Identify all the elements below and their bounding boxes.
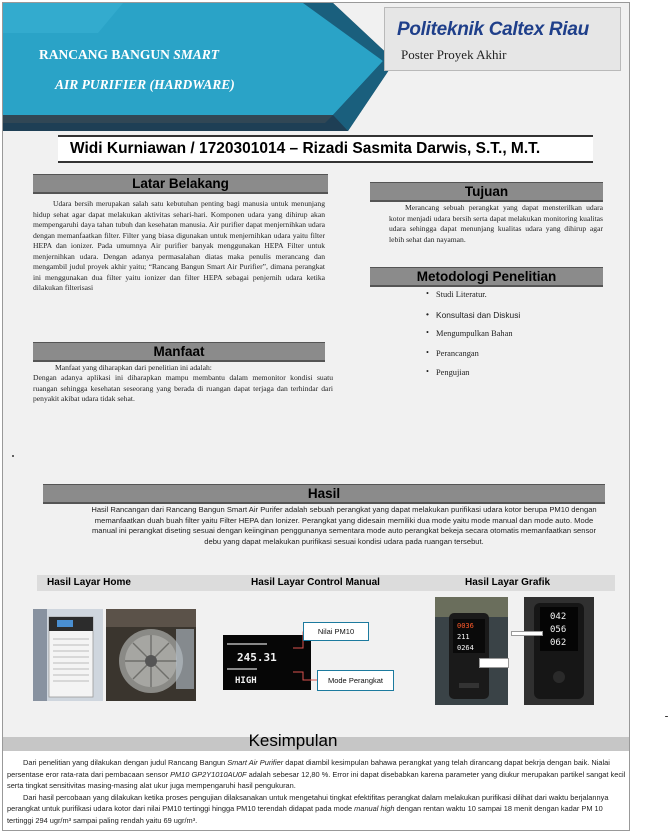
kesimpulan-text: Dari penelitian yang dilakukan dengan judul Rancang Bangun Smart Air Purifier dapat diambil kesimpulan bahawa perangkat yang telah dirancang dapat bekrja dengan baik. Nialai persentase eror rata-rata dari pembacaan sensor PM10 GP2Y1010AU0F adalah sebesar 12,80 %. Error ini dapat disebabkan karena parameter yang diukur merupakan partikel sangat kecil serta tingkat sensitivitas masing-masing alat ukur juga mempengaruhi hasil pengukuran. Dari hasil percobaan yang dilakukan ketika proses pengujian dilaksanakan untuk mengetahui tingkat efektifitas perangkat dalam melakukan purifikasi dilihat dari waktu berjalannya perangkat untuk purifikasi udara kotor dari nilai PM10 tertinggi hingga PM10 terendah didapat pada mode manual high dengan rentan waktu 10 sampai 18 menit dengan kadar PM 10 tertinggi 294 ugr/m³ sampai paling rendah yaitu 69 ugr/m³.: [7, 758, 626, 825]
poster: [2, 2, 630, 831]
meter2-reading-3: 062: [550, 638, 567, 648]
meter1-reading-3: 0264: [457, 644, 474, 652]
list-item: • Studi Literatur.: [426, 290, 520, 310]
subheading-home: Hasil Layar Home: [47, 577, 131, 588]
meter-note-box-2: [511, 631, 543, 636]
poster-type: Poster Proyek Akhir: [401, 47, 507, 62]
manfaat-intro: Manfaat yang diharapkan dari penelitian ini adalah:: [55, 363, 212, 372]
section-heading-manfaat: Manfaat: [33, 342, 325, 362]
meter-note-box-1: [479, 658, 509, 668]
hasil-text: Hasil Rancangan dari Rancang Bangun Smart Air Purifer adalah sebuah perangkat yang dapat melakukan purifikasi udara kotor berupa PM10 dengan memanfaatkan duah buah filter yaitu Filter HEPA dan Ionizer. Perangkat yang didesain memiliki dua mode yaitu mode manual dan mode auto. Mode manual ini perangkat diseting sesuai dengan keiinginan penggunanya sementara mode auto perangkat bekeja secara otomatis memanfaatkan sensor debu yang dapat melakukan purifikasi sesuai kondisi udara pada ruangan tersebut.: [91, 505, 597, 546]
subheading-grafik: Hasil Layar Grafik: [465, 577, 551, 588]
manfaat-text: Dengan adanya aplikasi ini diharapkan mampu membantu dalam memonitor kondisi suatu ruangan sehingga kesehatan seseorang yang berada di ruangan dapat terjaga dan terhindar dari penyakit akibat udara tidak sehat.: [33, 373, 333, 403]
label-nilai-pm10: Nilai PM10: [303, 622, 369, 641]
meter2-reading-1: 042: [550, 612, 567, 622]
meter1-reading-2: 211: [457, 633, 470, 641]
list-item: • Pengujian: [426, 368, 520, 388]
institution-logo: [384, 7, 621, 71]
poster-title-line1: RANCANG BANGUN SMART: [39, 47, 220, 62]
authors: Widi Kurniawan / 1720301014 – Rizadi Sasmita Darwis, S.T., M.T.: [70, 140, 541, 157]
institution-name: Politeknik Caltex Riau: [397, 19, 589, 40]
device-front-photo: [33, 609, 103, 701]
latar-belakang-text: Udara bersih merupakan salah satu kebutuhan penting bagi manusia untuk menunjang hidup sehat agar dapat melakukan aktivitas sehari-hari. Komponen udara yang dihirup akan mempengaruhi daya tahan tubuh dan kesehatan manusia. Air purifier dapat menjernihkan udara dengan memanfaatkan filter. Filter yang biasa digunakan untuk menjernihkan udara yaitu filter HEPA dan ionizer. Pada umumnya Air purifier banyak menggunakan HEPA Filter untuk menjernihkan udara. Dengan adanya permasalahan diatas maka penulis merancang dan mengambil judul proyek akhir yaitu; “Rancang Bangun Smart Air Purifier”, dimana perangkat ini menggunakan dua filter yaitu ionizer dan filter HEPA sebagai penjernih udara ketika dilakukan filterisasi: [33, 199, 325, 292]
device-inside-photo: [106, 609, 196, 701]
section-heading-metodologi: Metodologi Penelitian: [370, 267, 603, 287]
list-item: • Konsultasi dan Diskusi: [426, 310, 520, 330]
lcd-mode-value: HIGH: [235, 676, 257, 686]
metodologi-list: [426, 290, 520, 388]
meter2-reading-2: 056: [550, 625, 567, 635]
label-mode-perangkat: Mode Perangkat: [317, 670, 394, 691]
stray-mark: [665, 716, 668, 717]
poster-title-line2: AIR PURIFIER (HARDWARE): [55, 77, 235, 92]
subheading-control-manual: Hasil Layar Control Manual: [251, 577, 380, 588]
list-item: • Perancangan: [426, 349, 520, 369]
dust-meter-photo-2: [524, 597, 594, 705]
author-bar: [58, 135, 593, 163]
tujuan-text: Merancang sebuah perangkat yang dapat mensterilkan udara kotor menjadi udara bersih serta dapat melakukan monitoring kualitas udara sehingga dapat menunjang kualitas udara yang dihirup agar lebih sehat dan nayaman.: [389, 203, 603, 244]
section-heading-tujuan: Tujuan: [370, 182, 603, 202]
lcd-pm-value: 245.31: [237, 651, 277, 664]
stray-dot: [12, 455, 14, 457]
meter1-reading-1: 0036: [457, 622, 474, 630]
dust-meter-photo-1: [435, 597, 508, 705]
section-heading-latar-belakang: Latar Belakang: [33, 174, 328, 194]
section-heading-hasil: Hasil: [43, 484, 605, 504]
section-heading-kesimpulan: Kesimpulan: [248, 731, 338, 750]
list-item: • Mengumpulkan Bahan: [426, 329, 520, 349]
